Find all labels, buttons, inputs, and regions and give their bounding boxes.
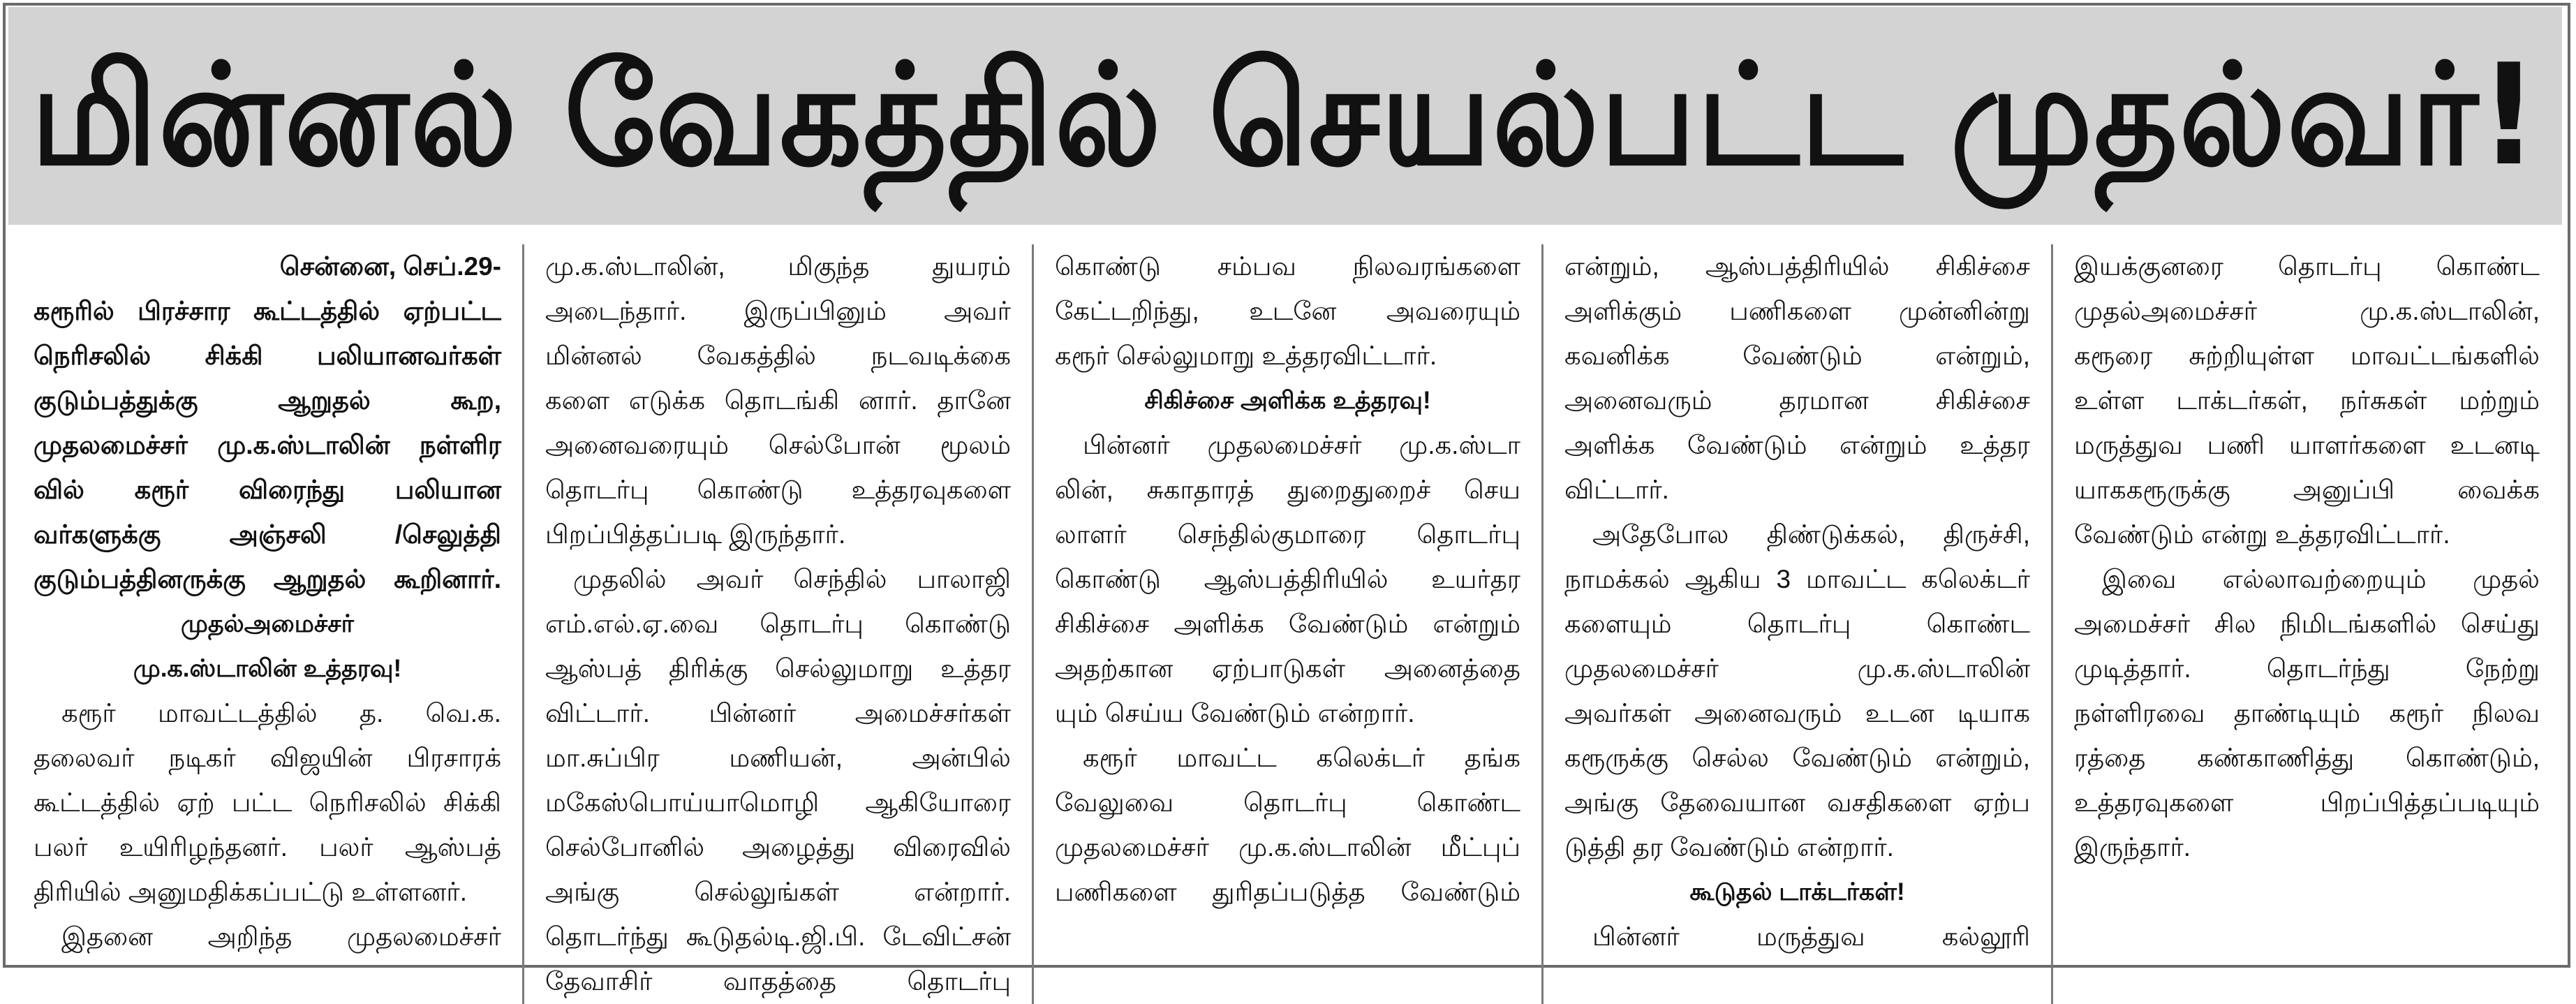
text-line: களையும் தொடர்பு கொண்ட bbox=[1564, 610, 2030, 638]
column-3 bbox=[1032, 244, 1541, 1004]
text-line: நெரிசலில் சிக்கி பலியானவர்கள் bbox=[34, 341, 501, 370]
text-line: நள்ளிரவை தாண்டியும் கரூர் நிலவ bbox=[2074, 699, 2540, 728]
text-line: கொண்டு சம்பவ நிலவரங்களை bbox=[1055, 252, 1520, 281]
article-columns bbox=[13, 244, 2561, 996]
text-line: கரூரில் பிரச்சார கூட்டத்தில் ஏற்பட்ட bbox=[34, 297, 501, 325]
text-line: களை எடுக்க தொடங்கி னார். தானே bbox=[545, 386, 1011, 415]
text-line: வர்களுக்கு அஞ்சலி /செலுத்தி bbox=[34, 520, 501, 549]
text-line: யாககரூருக்கு அனுப்பி வைக்க bbox=[2074, 475, 2540, 504]
subheading: சிகிச்சை அளிக்க உத்தரவு! bbox=[1144, 387, 1431, 414]
text-line: அவர்கள் அனைவரும் உடன டியாக bbox=[1564, 699, 2030, 728]
text-line: மருத்துவ பணி யாளர்களை உடனடி bbox=[2074, 431, 2540, 459]
text-line: குடும்பத்தினருக்கு ஆறுதல் கூறினார். bbox=[34, 565, 501, 593]
text-line: என்றும், ஆஸ்பத்திரியில் சிகிச்சை bbox=[1564, 252, 2030, 281]
text-line: எம்.எல்.ஏ.வை தொடர்பு கொண்டு bbox=[545, 610, 1011, 638]
headline-band bbox=[8, 7, 2562, 225]
text-line: இருந்தார். bbox=[2074, 833, 2191, 862]
text-line: டுத்தி தர வேண்டும் என்றார். bbox=[1564, 833, 1894, 862]
text-line: தலைவர் நடிகர் விஜயின் பிரசாரக் bbox=[34, 744, 501, 772]
text-line: கவனிக்க வேண்டும் என்றும், bbox=[1564, 341, 2030, 370]
text-line: மா.சுப்பிர மணியன், அன்பில் bbox=[545, 744, 1011, 772]
column-5 bbox=[2051, 244, 2561, 1004]
text-line: இதனை அறிந்த முதலமைச்சர் bbox=[61, 922, 501, 951]
text-line: குடும்பத்துக்கு ஆறுதல் கூற, bbox=[34, 386, 501, 415]
text-line: பணிகளை துரிதப்படுத்த வேண்டும் bbox=[1055, 878, 1520, 906]
text-line: தொடர்ந்து கூடுதல்டி.ஜி.பி. டேவிட்சன் bbox=[545, 922, 1011, 951]
text-line: லின், சுகாதாரத் துறைதுறைச் செய bbox=[1055, 475, 1520, 504]
text-line: தொடர்பு கொண்டு உத்தரவுகளை bbox=[545, 475, 1011, 504]
subheading: முதல்அமைச்சர் bbox=[181, 610, 354, 637]
text-line: விட்டார். பின்னர் அமைச்சர்கள் bbox=[545, 699, 1011, 728]
text-line: ஆஸ்பத் திரிக்கு செல்லுமாறு உத்தர bbox=[545, 654, 1011, 683]
text-line: அதேபோல திண்டுக்கல், திருச்சி, bbox=[1592, 520, 2030, 549]
text-line: மின்னல் வேகத்தில் நடவடிக்கை bbox=[545, 341, 1011, 370]
text-line: மகேஸ்பொய்யாமொழி ஆகியோரை bbox=[545, 788, 1011, 817]
column-2 bbox=[522, 244, 1032, 1004]
text-line: அங்கு செல்லுங்கள் என்றார். bbox=[545, 878, 1011, 906]
text-line: அளிக்கும் பணிகளை முன்னின்று bbox=[1564, 297, 2030, 325]
text-line: கூட்டத்தில் ஏற் பட்ட நெரிசலில் சிக்கி bbox=[34, 788, 501, 817]
text-line: கரூரை சுற்றியுள்ள மாவட்டங்களில் bbox=[2074, 341, 2540, 370]
text-line: முடித்தார். தொடர்ந்து நேற்று bbox=[2074, 654, 2540, 683]
text-line: நாமக்கல் ஆகிய 3 மாவட்ட கலெக்டர் bbox=[1564, 565, 2030, 593]
text-line: விட்டார். bbox=[1564, 475, 1669, 504]
text-line: தேவாசிர் வாதத்தை தொடர்பு bbox=[545, 967, 1011, 996]
text-line: இவை எல்லாவற்றையும் முதல் bbox=[2102, 565, 2540, 593]
text-line: பிறப்பித்தப்படி இருந்தார். bbox=[545, 520, 846, 549]
text-line: உள்ள டாக்டர்கள், நர்சுகள் மற்றும் bbox=[2074, 386, 2540, 415]
text-line: அனைவரையும் செல்போன் மூலம் bbox=[545, 431, 1011, 459]
text-line: கொண்டு ஆஸ்பத்திரியில் உயர்தர bbox=[1055, 565, 1520, 593]
text-line: முதலில் அவர் செந்தில் பாலாஜி bbox=[573, 565, 1011, 593]
column-1 bbox=[13, 244, 522, 1004]
subheading: கூடுதல் டாக்டர்கள்! bbox=[1689, 878, 1905, 906]
text-line: கரூர் செல்லுமாறு உத்தரவிட்டார். bbox=[1055, 341, 1437, 370]
text-line: வில் கரூர் விரைந்து பலியான bbox=[34, 475, 501, 504]
text-line: ரத்தை கண்காணித்து கொண்டும், bbox=[2074, 744, 2540, 772]
text-line: அமைச்சர் சில நிமிடங்களில் செய்து bbox=[2074, 610, 2540, 638]
text-line: யும் செய்ய வேண்டும் என்றார். bbox=[1055, 699, 1415, 728]
text-line: முதலமைச்சர் மு.க.ஸ்டாலின் மீட்புப் bbox=[1055, 833, 1520, 862]
text-line: அங்கு தேவையான வசதிகளை ஏற்ப bbox=[1564, 788, 2030, 817]
text-line: அடைந்தார். இருப்பினும் அவர் bbox=[545, 297, 1011, 325]
text-line: அளிக்க வேண்டும் என்றும் உத்தர bbox=[1564, 431, 2030, 459]
text-line: முதலமைச்சர் மு.க.ஸ்டாலின் bbox=[1564, 654, 2030, 683]
text-line: கரூருக்கு செல்ல வேண்டும் என்றும், bbox=[1564, 744, 2030, 772]
text-line: சிகிச்சை அளிக்க வேண்டும் என்றும் bbox=[1055, 610, 1520, 638]
text-line: அதற்கான ஏற்பாடுகள் அனைத்தை bbox=[1055, 654, 1520, 683]
text-line: பலர் உயிரிழந்தனர். பலர் ஆஸ்பத் bbox=[34, 833, 501, 862]
text-line: உத்தரவுகளை பிறப்பித்தப்படியும் bbox=[2074, 788, 2540, 817]
column-4 bbox=[1541, 244, 2051, 1004]
text-line: மு.க.ஸ்டாலின், மிகுந்த துயரம் bbox=[545, 252, 1011, 281]
text-line: லாளர் செந்தில்குமாரை தொடர்பு bbox=[1055, 520, 1520, 549]
text-line: கரூர் மாவட்டத்தில் த. வெ.க. bbox=[61, 699, 501, 728]
text-line: கேட்டறிந்து, உடனே அவரையும் bbox=[1055, 297, 1520, 325]
text-line: முதல்அமைச்சர் மு.க.ஸ்டாலின், bbox=[2074, 297, 2540, 325]
subheading: மு.க.ஸ்டாலின் உத்தரவு! bbox=[133, 655, 402, 682]
text-line: அனைவரும் தரமான சிகிச்சை bbox=[1564, 386, 2030, 415]
headline: மின்னல் வேகத்தில் செயல்பட்ட முதல்வர்! bbox=[31, 34, 2540, 197]
text-line: வேலுவை தொடர்பு கொண்ட bbox=[1055, 788, 1520, 817]
text-line: கரூர் மாவட்ட கலெக்டர் தங்க bbox=[1083, 744, 1520, 772]
text-line: பின்னர் முதலமைச்சர் மு.க.ஸ்டா bbox=[1083, 431, 1520, 459]
text-line: இயக்குனரை தொடர்பு கொண்ட bbox=[2074, 252, 2540, 281]
text-line: பின்னர் மருத்துவ கல்லூரி bbox=[1592, 922, 2030, 951]
text-line: செல்போனில் அழைத்து விரைவில் bbox=[545, 833, 1011, 862]
text-line: வேண்டும் என்று உத்தரவிட்டார். bbox=[2074, 520, 2450, 549]
text-line: திரியில் அனுமதிக்கப்பட்டு உள்ளனர். bbox=[34, 878, 468, 906]
text-line: சென்னை, செப்.29- bbox=[279, 252, 501, 281]
text-line: முதலமைச்சர் மு.க.ஸ்டாலின் நள்ளிர bbox=[34, 431, 501, 459]
